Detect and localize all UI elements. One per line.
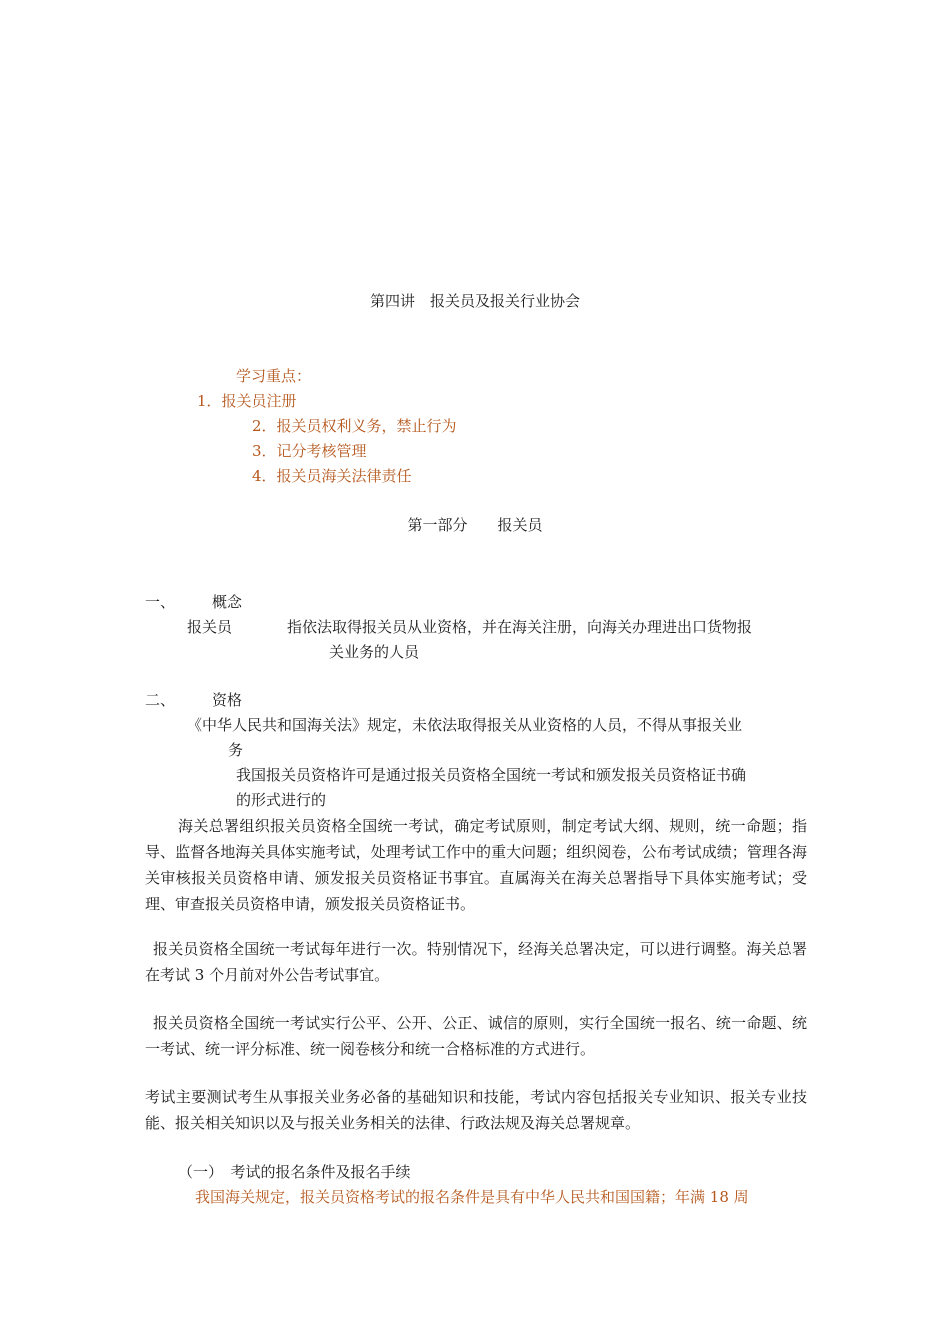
paragraph-exam-frequency: 报关员资格全国统一考试每年进行一次。特别情况下，经海关总署决定，可以进行调整。海关总署在考试 3 个月前对外公告考试事宜。	[145, 940, 807, 984]
paragraph-exam-organization: 海关总署组织报关员资格全国统一考试，确定考试原则，制定考试大纲、规则，统一命题；指导、监督各地海关具体实施考试，处理考试工作中的重大问题；组织阅卷，公布考试成绩；管理各海关审核报关员资格申请、颁发报关员资格证书事宜。直属海关在海关总署指导下具体实施考试；受理、审查报关员资格申请，颁发报关员资格证书。	[145, 817, 807, 913]
subsection-1-text: 我国海关规定，报关员资格考试的报名条件是具有中华人民共和国国籍；年满 18 周	[195, 1188, 749, 1206]
permit-line-2: 的形式进行的	[236, 791, 327, 809]
section-2-number: 二、	[145, 691, 176, 709]
section-2-heading: 资格	[212, 691, 243, 709]
paragraph-exam-principles: 报关员资格全国统一考试实行公平、公开、公正、诚信的原则，实行全国统一报名、统一命题、统一考试、统一评分标准、统一阅卷核分和统一合格标准的方式进行。	[145, 1014, 807, 1058]
permit-line-1: 我国报关员资格许可是通过报关员资格全国统一考试和颁发报关员资格证书确	[236, 766, 747, 784]
focus-heading: 学习重点：	[236, 367, 312, 385]
focus-item-1: 1．报关员注册	[197, 392, 297, 410]
section-1-heading: 概念	[212, 593, 243, 611]
focus-item-2: 2．报关员权利义务，禁止行为	[252, 417, 457, 435]
term-label: 报关员	[187, 618, 233, 636]
term-definition-line-2: 关业务的人员	[329, 643, 420, 661]
law-line-2: 务	[228, 741, 244, 759]
paragraph-exam-content: 考试主要测试考生从事报关业务必备的基础知识和技能，考试内容包括报关专业知识、报关专业技能、报关相关知识以及与报关业务相关的法律、行政法规及海关总署规章。	[145, 1088, 807, 1132]
section-1-number: 一、	[145, 593, 176, 611]
law-line-1: 《中华人民共和国海关法》规定，未依法取得报关从业资格的人员，不得从事报关业	[187, 716, 743, 734]
term-definition-line-1: 指依法取得报关员从业资格，并在海关注册，向海关办理进出口货物报	[287, 618, 753, 636]
focus-item-3: 3．记分考核管理	[252, 442, 367, 460]
part-title: 第一部分 报关员	[407, 516, 543, 534]
focus-item-4: 4．报关员海关法律责任	[252, 467, 412, 485]
page-title: 第四讲 报关员及报关行业协会	[369, 292, 580, 310]
subsection-1-heading: （一） 考试的报名条件及报名手续	[178, 1163, 411, 1181]
